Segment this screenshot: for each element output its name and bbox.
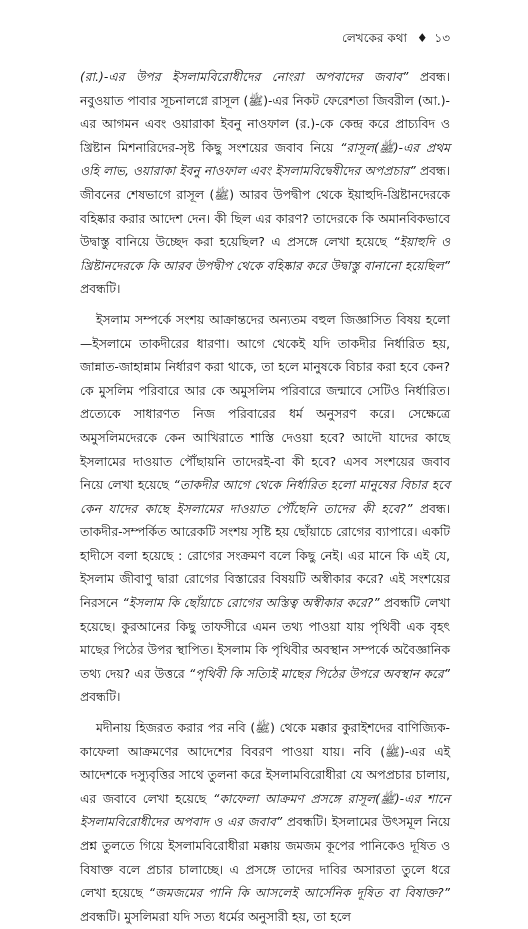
text-span: “ইয়াহুদি ও খ্রিষ্টানদেরকে কি আরব উপদ্বীপ থেকে বহিষ্কার করে উদ্বাস্তু বানানো হয়েছিল”: [80, 235, 450, 273]
text-span: মদীনায় হিজরত করার পর নবি (ﷺ) থেকে মক্কার কুরাইশদের বাণিজ্যিক-কাফেলা আক্রমণের আদেশের বিবরণ পাওয়া যায়। নবি (ﷺ)-এর এই আদেশকে দস্যুবৃত্তির সাথে তুলনা করে ইসলামবিরোধীরা যে অপপ্রচার চালায়, এর জবাবে লেখা হয়েছে: [80, 721, 450, 806]
text-span: প্রবন্ধটি। ইসলামের উৎসমূল নিয়ে প্রশ্ন তুলতে গিয়ে ইসলামবিরোধীরা মক্কায় জমজম কূপের পানিকেও দূষিত ও বিষাক্ত বলে প্রচার চালাচ্ছে। এ প্রসঙ্গে তাদের দাবির অসারতা তুলে ধরে লেখা হয়েছে: [80, 815, 450, 901]
text-span: “পৃথিবী কি সত্যিই মাছের পিঠের উপরে অবস্থান করে”: [188, 666, 451, 681]
section-title: লেখকের কথা: [342, 31, 407, 45]
running-header: [80, 30, 450, 46]
text-span: “ইসলাম কি ছোঁয়াচে রোগের অস্তিত্ব অস্বীকার করে?”: [122, 596, 380, 611]
text-span: প্রবন্ধ। নবুওয়াত পাবার সূচনালগ্নে রাসূল (ﷺ)-এর নিকট ফেরেশতা জিবরীল (আ.)-এর আগমন এবং ওয়ারাকা ইবনু নাওফাল (র.)-কে কেন্দ্র করে প্রাচ্যবিদ ও খ্রিষ্টান মিশনারিদের-সৃষ্ট কিছু সংশয়ের জবাব নিয়ে: [80, 70, 450, 155]
text-span: প্রবন্ধ। জীবনের শেষভাগে রাসূল (ﷺ) আরব উপদ্বীপ থেকে ইয়াহুদি-খ্রিষ্টানদেরকে বহিষ্কার করার আদেশ দেন। কী ছিল এর কারণ? তাদেরকে কি অমানবিকভাবে উদ্বাস্তু বানিয়ে উচ্ছেদ করা হয়েছিল? এ প্রসঙ্গে লেখা হয়েছে: [80, 164, 450, 250]
paragraph-2: [80, 309, 450, 710]
text-span: (রা.)-এর উপর ইসলামবিরোধীদের নোংরা অপবাদের জবাব”: [80, 70, 409, 84]
text-span: ইসলাম সম্পর্কে সংশয় আক্রান্তদের অন্যতম বহুল জিজ্ঞাসিত বিষয় হলো—ইসলামে তাকদীরের ধারণা। আগে থেকেই যদি তাকদীর নির্ধারিত হয়, জান্নাত-জাহান্নাম নির্ধারণ করা থাকে, তা হলে মানুষকে বিচার করা হবে কেন? কে মুসলিম পরিবারে আর কে অমুসলিম পরিবারে জন্মাবে সেটিও নির্ধারিত। প্রত্যেকে সাধারণত নিজ পরিবারের ধর্ম অনুসরণ করে। সেক্ষেত্রে অমুসলিমদেরকে কেন আখিরাতে শাস্তি দেওয়া হবে? আদৌ যাদের কাছে ইসলামের দাওয়াত পৌঁছায়নি তাদেরই-বা কী হবে? এসব সংশয়ের জবাব নিয়ে লেখা হয়েছে: [80, 312, 450, 493]
page-body: [80, 66, 451, 924]
text-span: প্রবন্ধটি লেখা হয়েছে। কুরআনের কিছু তাফসীরে এমন তথ্য পাওয়া যায় পৃথিবী এক বৃহৎ মাছের পিঠের উপর স্থাপিত। ইসলাম কি পৃথিবীর অবস্থান সম্পর্কে অবৈজ্ঞানিক তথ্য দেয়? এর উত্তরে: [80, 596, 451, 681]
text-span: প্রবন্ধ। তাকদীর-সম্পর্কিত আরেকটি সংশয় সৃষ্টি হয় ছোঁয়াচে রোগের ব্যাপারে। একটি হাদীসে বলা হয়েছে : রোগের সংক্রমণ বলে কিছু নেই। এর মানে কি এই যে, ইসলাম জীবাণু দ্বারা রোগের বিস্তারের বিষয়টি অস্বীকার করে? এই সংশয়ের নিরসনে: [80, 501, 450, 611]
text-span: “জমজমের পানি কি আসলেই আর্সেনিক দূষিত বা বিষাক্ত?”: [148, 886, 450, 901]
text-span: “তাকদীর আগে থেকে নির্ধারিত হলো মানুষের বিচার হবে কেন যাদের কাছে ইসলামের দাওয়াত পৌঁছেনি তাদের কী হবে?”: [80, 478, 450, 516]
page-number: ১৩: [434, 31, 450, 45]
text-span: “রাসূল(ﷺ)-এর প্রথম ওহি লাভ, ওয়ারাকা ইবনু নাওফাল এবং ইসলামবিদ্বেষীদের অপপ্রচার”: [80, 140, 450, 179]
paragraph-1: [80, 66, 450, 302]
paragraph-3: [80, 717, 450, 929]
text-span: প্রবন্ধটি।: [80, 690, 121, 705]
text-span: প্রবন্ধটি। মুসলিমরা যদি সত্য ধর্মের অনুসারী হয়, তা হলে: [80, 909, 351, 924]
text-span: “কাফেলা আক্রমণ প্রসঙ্গে রাসূল(ﷺ)-এর শানে ইসলামবিরোধীদের অপবাদ ও এর জবাব”: [80, 791, 450, 830]
text-span: প্রবন্ধটি।: [80, 282, 121, 297]
diamond-separator-icon: ♦: [416, 31, 428, 45]
